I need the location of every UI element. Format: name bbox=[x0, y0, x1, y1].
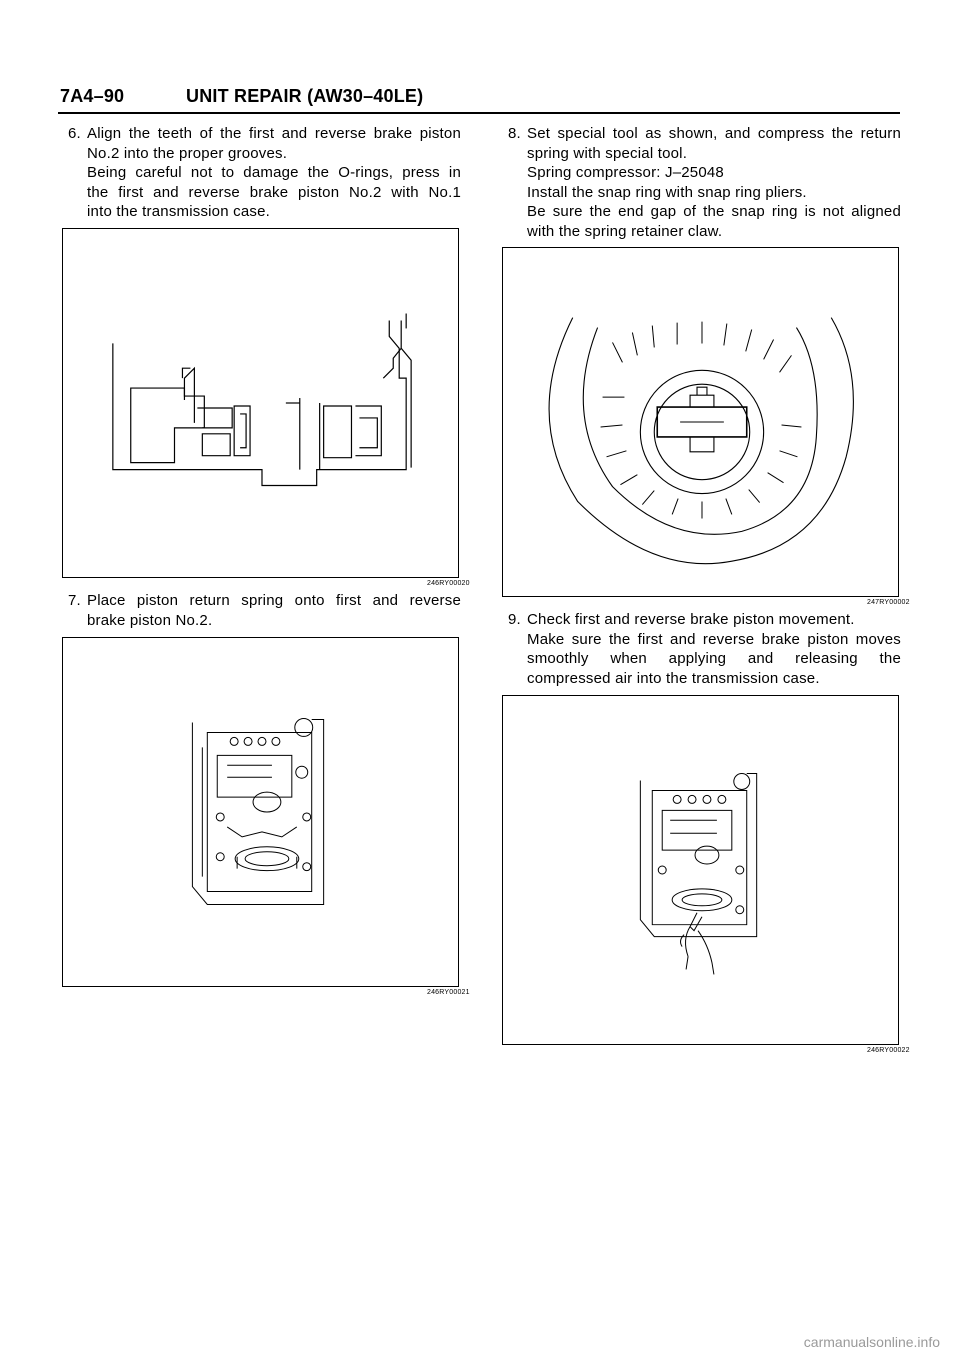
step-line: into the transmission case. bbox=[87, 203, 270, 221]
step-text bbox=[87, 124, 461, 222]
step-number: 6. bbox=[68, 125, 81, 142]
step-line: Install the snap ring with snap ring pliers. bbox=[527, 183, 807, 201]
transmission-case-drawing bbox=[63, 638, 458, 986]
step-9 bbox=[508, 610, 901, 688]
step-line: Place piston return spring onto first and reverse bbox=[87, 592, 461, 609]
figure-code: 246RY00022 bbox=[867, 1047, 910, 1054]
spring-compressor-drawing bbox=[503, 248, 898, 596]
step-line: spring with special tool. bbox=[527, 144, 688, 162]
step-line: Make sure the first and reverse brake piston moves bbox=[527, 630, 901, 648]
header-rule bbox=[58, 112, 900, 114]
step-8 bbox=[508, 124, 901, 242]
figure-piston-cross-section bbox=[62, 228, 459, 578]
step-line: the first and reverse brake piston No.2 with No.1 bbox=[87, 183, 461, 201]
step-line: Check first and reverse brake piston movement. bbox=[527, 611, 855, 628]
watermark: carmanualsonline.info bbox=[803, 1334, 940, 1350]
step-line: smoothly when applying and releasing the bbox=[527, 650, 901, 668]
step-line: with the spring retainer claw. bbox=[527, 222, 723, 240]
step-6 bbox=[68, 124, 461, 222]
figure-air-gun-check bbox=[502, 695, 899, 1045]
step-number: 9. bbox=[508, 611, 521, 628]
step-line: No.2 into the proper grooves. bbox=[87, 144, 288, 162]
step-line: brake piston No.2. bbox=[87, 611, 213, 629]
step-line: Align the teeth of the first and reverse brake piston bbox=[87, 125, 461, 142]
step-line: compressed air into the transmission case. bbox=[527, 669, 820, 687]
step-number: 7. bbox=[68, 592, 81, 609]
step-line: Spring compressor: J–25048 bbox=[527, 164, 724, 182]
step-line: Being careful not to damage the O-rings, press in bbox=[87, 164, 461, 182]
page-header bbox=[60, 86, 423, 107]
step-text bbox=[527, 124, 901, 242]
step-line: Set special tool as shown, and compress the return bbox=[527, 125, 901, 142]
step-line: Be sure the end gap of the snap ring is not aligned bbox=[527, 203, 901, 221]
piston-cross-section-drawing bbox=[63, 229, 458, 577]
air-gun-check-drawing bbox=[503, 696, 898, 1044]
step-text bbox=[87, 591, 461, 630]
section-code: 7A4–90 bbox=[60, 86, 125, 106]
step-7 bbox=[68, 591, 461, 630]
step-text bbox=[527, 610, 901, 688]
step-number: 8. bbox=[508, 125, 521, 142]
figure-code: 246RY00020 bbox=[427, 580, 470, 587]
figure-spring-compressor bbox=[502, 247, 899, 597]
figure-transmission-case bbox=[62, 637, 459, 987]
figure-code: 246RY00021 bbox=[427, 989, 470, 996]
figure-code: 247RY00002 bbox=[867, 599, 910, 606]
section-title: UNIT REPAIR (AW30–40LE) bbox=[186, 86, 424, 106]
